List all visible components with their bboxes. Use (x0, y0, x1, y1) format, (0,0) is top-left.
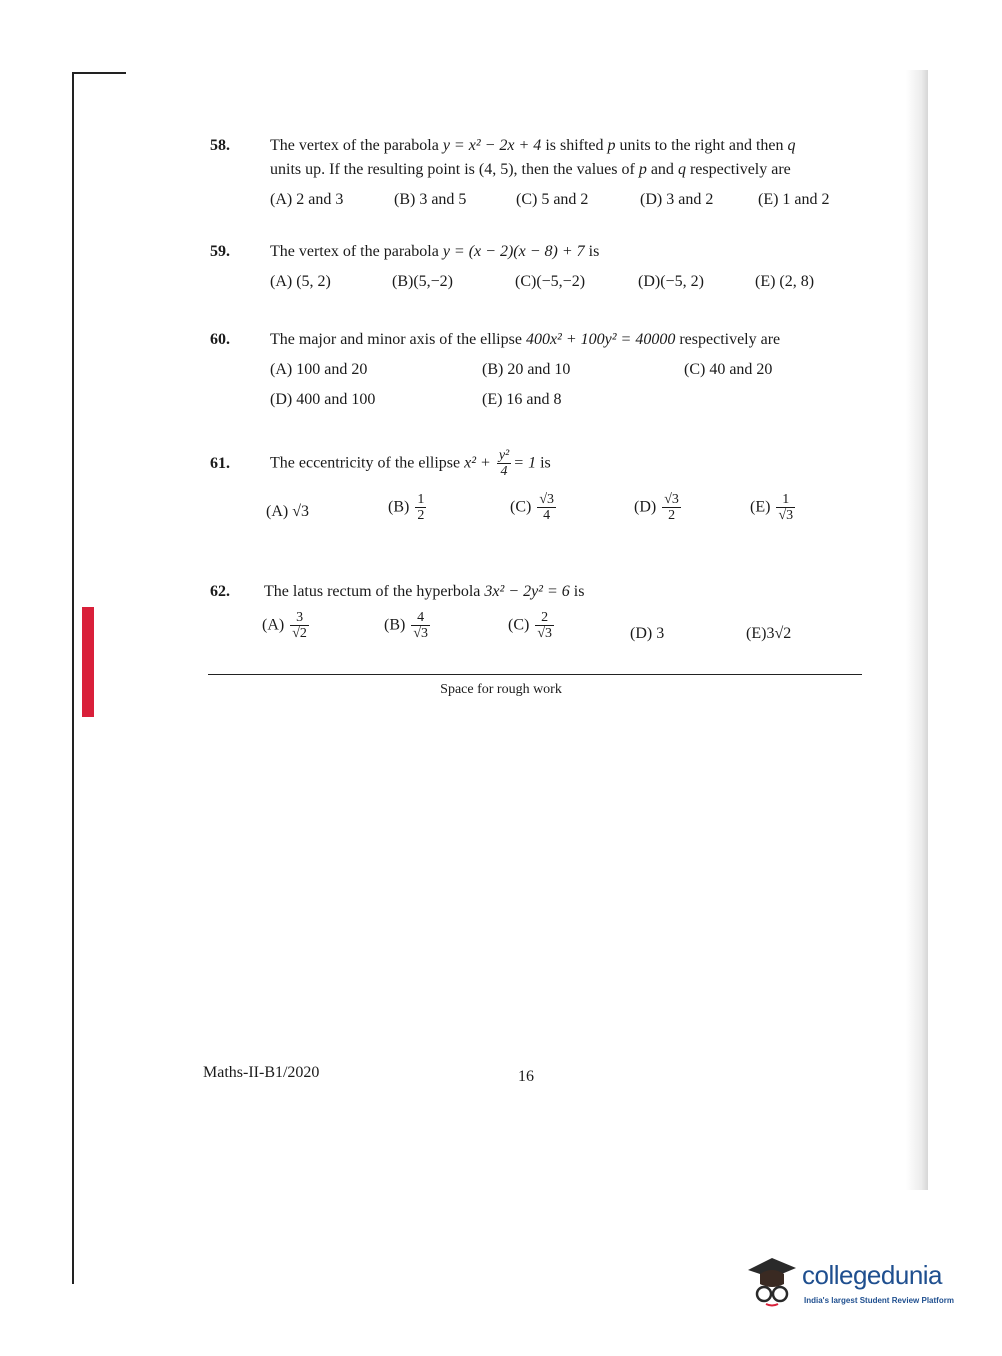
option-e[interactable]: (E) $\frac{1}{√3}$ (750, 491, 794, 524)
option-c[interactable]: (C) $\frac{√3}{4}$ (510, 491, 555, 524)
option-c[interactable]: (C) 40 and 20 (684, 361, 773, 378)
option-e[interactable]: (E)3√2 (746, 625, 792, 642)
question-text: The vertex of the parabola y = x² − 2x + 4 is shifted p units to the right and then q units up. If the resulting point is (4, 5), then the values of p and q respectively are (270, 137, 796, 178)
question-text: The vertex of the parabola y = (x − 2)(x − 8) + 7 is (270, 243, 600, 260)
red-binding-tab (82, 607, 94, 717)
option-a[interactable]: (A) 100 and 20 (270, 361, 368, 378)
option-d[interactable]: (D) 3 and 2 (640, 191, 714, 208)
option-d[interactable]: (D) 3 (630, 625, 665, 642)
option-e[interactable]: (E) (2, 8) (755, 273, 815, 290)
divider-rule (208, 674, 862, 675)
options (262, 610, 880, 654)
option-b[interactable]: (B) 20 and 10 (482, 361, 571, 378)
option-a[interactable]: (A) (5, 2) (270, 273, 331, 290)
logo-name: collegedunia (802, 1260, 943, 1290)
option-d[interactable]: (D) 400 and 100 (270, 391, 376, 408)
question-61 (210, 448, 880, 536)
logo-tagline: India's largest Student Review Platform (804, 1296, 954, 1305)
question-text: The latus rectum of the hyperbola 3x² − 2y² = 6 is (264, 583, 585, 600)
option-b[interactable]: (B) $\frac{4}{√3}$ (384, 610, 429, 642)
option-c[interactable]: (C) 5 and 2 (516, 191, 589, 208)
question-number: 62. (210, 583, 230, 600)
page-number: 16 (518, 1068, 534, 1085)
option-a[interactable]: (A) $\frac{3}{√2}$ (262, 610, 307, 642)
option-c[interactable]: (C)(−5,−2) (515, 273, 586, 290)
question-number: 58. (210, 137, 230, 154)
option-a[interactable]: (A) √3 (266, 502, 309, 520)
question-text: The major and minor axis of the ellipse 400x² + 100y² = 40000 respectively are (270, 331, 781, 348)
rough-work-label: Space for rough work (440, 682, 562, 697)
question-text: The eccentricity of the ellipse x² + $\frac{\text{y²}}{4}$ = 1 is (270, 448, 551, 480)
option-d[interactable]: (D)(−5, 2) (638, 273, 704, 290)
options (270, 270, 880, 298)
question-60 (210, 328, 880, 416)
page-edge-top (72, 72, 126, 74)
option-b[interactable]: (B) $\frac{1}{2}$ (388, 491, 425, 524)
question-62 (210, 580, 880, 654)
fraction: $\frac{\text{y²}}{4}$ (498, 448, 510, 480)
option-b[interactable]: (B)(5,−2) (392, 273, 454, 290)
question-58 (210, 134, 880, 216)
question-number: 60. (210, 331, 230, 348)
mascot-icon (744, 1254, 798, 1308)
options-row-2 (270, 388, 880, 416)
question-number: 61. (210, 455, 230, 472)
collegedunia-logo (744, 1250, 974, 1314)
question-number: 59. (210, 243, 230, 260)
option-e[interactable]: (E) 16 and 8 (482, 391, 562, 408)
option-e[interactable]: (E) 1 and 2 (758, 191, 830, 208)
option-b[interactable]: (B) 3 and 5 (394, 191, 467, 208)
page-edge-left (72, 72, 74, 1284)
paper-code: Maths-II-B1/2020 (203, 1064, 320, 1081)
option-a[interactable]: (A) 2 and 3 (270, 191, 344, 208)
option-d[interactable]: (D) $\frac{√3}{2}$ (634, 491, 679, 524)
question-59 (210, 240, 880, 298)
option-c[interactable]: (C) $\frac{2}{√3}$ (508, 610, 553, 642)
page-edge-right (906, 70, 928, 1190)
options (266, 491, 880, 536)
options-row-1 (270, 358, 880, 386)
options (270, 188, 880, 216)
